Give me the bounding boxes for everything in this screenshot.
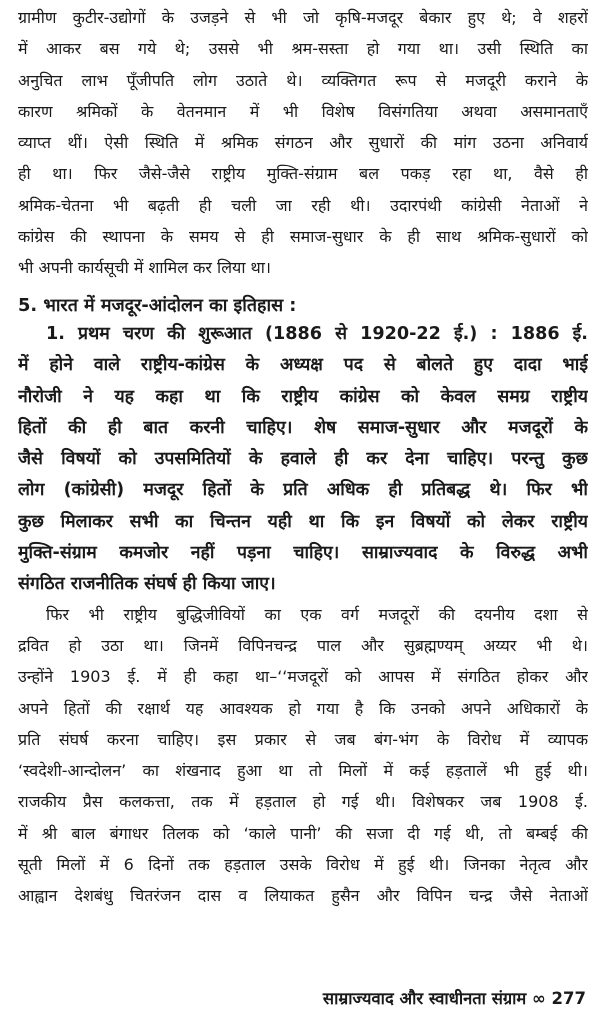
text-line: मुक्ति-संग्राम कमजोर नहीं पड़ना चाहिए। साम्राज्यवाद के विरुद्ध अभी [18, 543, 588, 564]
text-line: में श्री बाल बंगाधर तिलक को ‘काले पानी’ की सजा दी गई थी, तो बम्बई की [18, 823, 588, 843]
page-footer [323, 986, 586, 1009]
book-page [18, 6, 588, 916]
text-line: श्रमिक-चेतना भी बढ़ती ही चली जा रही थी। उदारपंथी कांग्रेसी नेताओं ने [18, 195, 588, 215]
text-line: द्रवित हो उठा था। जिनमें विपिनचन्द्र पाल और सुब्रह्मण्यम् अय्यर भी थे। [18, 635, 588, 655]
text-line: 1. प्रथम चरण की शुरूआत (1886 से 1920-22 ई.) : 1886 ई. [46, 323, 588, 344]
text-line: आह्वान देशबंधु चितरंजन दास व लियाकत हुसैन और विपिन चन्द्र जैसे नेताओं [18, 886, 588, 906]
paragraph-first-phase [18, 321, 588, 603]
text-line: अपने हितों की रक्षार्थ यह आवश्यक हो गया है कि उनको अपने अधिकारों के [18, 698, 588, 718]
text-line: राजकीय प्रैस कलकत्ता, तक में हड़ताल हो गई थी। विशेषकर जब 1908 ई. [18, 792, 588, 812]
text-line: ग्रामीण कुटीर-उद्योगों के उजड़ने से भी जो कृषि-मजदूर बेकार हुए थे; वे शहरों [18, 8, 588, 27]
text-line: में होने वाले राष्ट्रीय-कांग्रेस के अध्यक्ष पद से बोलते हुए दादा भाई [18, 355, 588, 376]
text-line: कांग्रेस की स्थापना के समय से ही समाज-सुधार के ही साथ श्रमिक-सुधारों को [18, 227, 588, 247]
text-line: नौरोजी ने यह कहा था कि राष्ट्रीय कांग्रेस को केवल समग्र राष्ट्रीय [18, 386, 588, 407]
text-line: उन्होंने 1903 ई. में ही कहा था–‘‘मजदूरों को आपस में संगठित होकर और [18, 667, 588, 687]
text-line: भी अपनी कार्यसूची में शामिल कर लिया था। [18, 258, 271, 278]
running-title: साम्राज्यवाद और स्वाधीनता संग्राम [322, 989, 527, 1008]
section-heading: 5. भारत में मजदूर-आंदोलन का इतिहास : [18, 294, 297, 316]
text-line: कुछ मिलाकर सभी का चिन्तन यही था कि इन विषयों को लेकर राष्ट्रीय [18, 511, 588, 532]
text-line: में आकर बस गये थे; उससे भी श्रम-सस्ता हो गया था। उसी स्थिति का [18, 39, 588, 59]
paragraph-intro [18, 6, 588, 288]
text-line: ही था। फिर जैसे-जैसे राष्ट्रीय मुक्ति-संग्राम बल पकड़ रहा था, वैसे ही [18, 164, 588, 184]
text-line: प्रति संघर्ष करना चाहिए। इस प्रकार से जब बंग-भंग के विरोध में व्यापक [18, 729, 588, 749]
text-line: जैसे विषयों को उपसमितियों के हवाले ही कर देना चाहिए। परन्तु कुछ [18, 449, 588, 470]
text-line: सूती मिलों में 6 दिनों तक हड़ताल उसके विरोध में हुई थी। जिनका नेतृत्व और [18, 855, 588, 875]
page-number: 277 [551, 989, 586, 1008]
text-line: ‘स्वदेशी-आन्दोलन’ का शंखनाद हुआ था तो मिलों में कई हड़तालें भी हुई थी। [18, 761, 588, 781]
separator-glyph: ∞ [532, 989, 546, 1008]
paragraph-intellectuals [18, 603, 588, 916]
text-line: अनुचित लाभ पूँजीपति लोग उठाते थे। व्यक्तिगत रूप से मजदूरी कराने के [18, 70, 588, 90]
text-line: संगठित राजनीतिक संघर्ष ही किया जाए। [18, 574, 276, 595]
text-line: हितों की ही बात करनी चाहिए। शेष समाज-सुधार और मजदूरों के [18, 417, 588, 438]
text-line: फिर भी राष्ट्रीय बुद्धिजीवियों का एक वर्ग मजदूरों की दयनीय दशा से [46, 604, 588, 624]
text-line: लोग (कांग्रेसी) मजदूर हितों के प्रति अधिक ही प्रतिबद्ध थे। फिर भी [18, 480, 588, 501]
text-line: कारण श्रमिकों के वेतनमान में भी विशेष विसंगतिया अथवा असमानताएँ [18, 101, 588, 121]
text-line: व्याप्त थीं। ऐसी स्थिति में श्रमिक संगठन और सुधारों की मांग उठना अनिवार्य [18, 133, 588, 153]
